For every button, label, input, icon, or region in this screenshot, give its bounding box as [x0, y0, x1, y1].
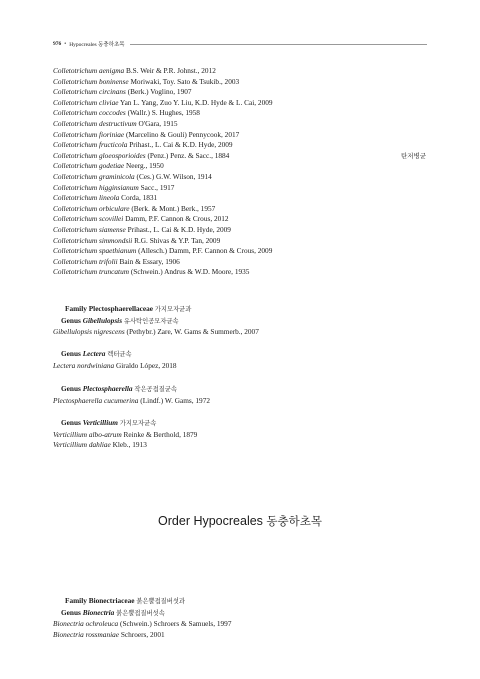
species-name: Colletotrichum higginsianum: [53, 182, 139, 192]
page-number: 976: [53, 41, 62, 47]
species-name: Plectosphaerella cucumerina: [53, 395, 139, 405]
species-name: Colletotrichum graminicola: [53, 171, 135, 181]
species-entry: [53, 77, 433, 88]
species-author: Prihast., L. Cai & K.D. Hyde, 2009: [129, 140, 233, 150]
species-author: Bain & Essary, 1906: [119, 256, 180, 266]
species-name: Colletotrichum truncatum: [53, 267, 130, 277]
species-entry: [53, 246, 433, 257]
family-bionectriaceae: [53, 596, 433, 640]
colletotrichum-species-list: [53, 66, 433, 278]
species-author: R.G. Shivas & Y.P. Tan, 2009: [134, 235, 221, 245]
species-entry: [53, 183, 433, 194]
species-name: Gibellulopsis nigrescens: [53, 327, 125, 337]
species-name: Colletotrichum cliviae: [53, 97, 119, 107]
species-author: (Berk.) Voglino, 1907: [127, 87, 192, 97]
species-author: (Pethybr.) Zare, W. Gams & Summerb., 2007: [126, 327, 259, 337]
species-name: Colletotrichum siamense: [53, 224, 126, 234]
species-name: Colletotrichum orbiculare: [53, 203, 130, 213]
species-entry: [53, 630, 433, 641]
genus-korean-name: 가지모자균속: [119, 420, 157, 427]
genus-heading: [53, 418, 433, 430]
species-entry: [53, 161, 433, 172]
genus-korean-name: 붉은뿔접질버섯속: [116, 609, 165, 617]
species-author: Schroers, 2001: [120, 629, 165, 639]
genus-label: Genus: [61, 607, 81, 617]
genus-heading: [53, 316, 433, 328]
genus-plectosphaerella-section: [53, 384, 433, 406]
species-name: Colletotrichum simmondsii: [53, 235, 133, 245]
species-common-name: 탄저병균: [401, 151, 427, 160]
species-author: Yan L. Yang, Zuo Y. Liu, K.D. Hyde & L. Cai, 2009: [120, 97, 273, 107]
species-author: Sacc., 1917: [140, 182, 175, 192]
species-author: Prihast., L. Cai & K.D. Hyde, 2009: [127, 224, 231, 234]
species-author: Corda, 1831: [121, 193, 158, 203]
genus-name: Verticillium: [82, 418, 118, 427]
family-label: Family Plectosphaerellaceae: [65, 304, 154, 313]
header-rule: [130, 44, 427, 45]
species-entry: [53, 98, 433, 109]
order-korean-name: 동충하초목: [266, 514, 322, 528]
family-korean-name: 붉은뿔접질버섯과: [136, 598, 185, 605]
family-heading: [53, 304, 433, 316]
family-korean-name: 가지모자균과: [154, 306, 192, 313]
species-name: Colletotrichum circinans: [53, 87, 126, 97]
species-entry: [53, 361, 433, 372]
species-entry: [53, 87, 433, 98]
species-name: Colletotrichum scovillei: [53, 214, 124, 224]
genus-heading: [53, 384, 433, 396]
species-entry: [53, 108, 433, 119]
genus-heading: [53, 349, 433, 361]
species-author: Giraldo López, 2018: [115, 360, 177, 370]
species-author: (Marcelino & Gouli) Pennycook, 2017: [125, 129, 240, 139]
species-author: (Schwein.) Andrus & W.D. Moore, 1935: [130, 267, 250, 277]
genus-name: Bionectria: [82, 607, 115, 617]
species-entry: [53, 225, 433, 236]
genus-name: Gibellulopsis: [82, 315, 123, 325]
running-header: [53, 40, 427, 48]
species-name: Colletotrichum gloeosporioides: [53, 150, 146, 160]
species-entry: [53, 66, 433, 77]
header-separator: •: [64, 41, 67, 47]
species-entry: [53, 193, 433, 204]
genus-korean-name: 작은공접질균속: [134, 386, 177, 393]
species-name: Colletotrichum fioriniae: [53, 129, 125, 139]
species-author: (Schwein.) Schroers & Samuels, 1997: [120, 619, 232, 629]
species-name: Lectera nordwiniana: [53, 360, 115, 370]
species-entry: [53, 327, 433, 338]
species-name: Bionectria ochroleuca: [53, 619, 119, 629]
species-name: Colletotrichum trifolii: [53, 256, 118, 266]
genus-heading: [53, 608, 433, 620]
species-entry: [53, 440, 433, 451]
species-entry: [53, 130, 433, 141]
genus-verticillium-section: [53, 418, 433, 451]
genus-label: Genus: [61, 349, 81, 358]
genus-label: Genus: [61, 418, 81, 427]
species-name: Colletotrichum lineola: [53, 193, 120, 203]
species-author: Reinke & Berthold, 1879: [123, 429, 198, 439]
species-author: B.S. Weir & P.R. Johnst., 2012: [125, 66, 216, 75]
species-entry: [53, 619, 433, 630]
species-author: Kleb., 1913: [112, 440, 147, 450]
species-entry: [53, 172, 433, 183]
species-name: Colletotrichum coccodes: [53, 108, 126, 118]
species-entry: [53, 204, 433, 215]
species-author: Neerg., 1950: [125, 161, 164, 171]
species-entry: [53, 119, 433, 130]
species-entry: [53, 430, 433, 441]
species-entry: [53, 267, 433, 278]
species-name: Colletotrichum aenigma: [53, 66, 125, 75]
genus-label: Genus: [61, 315, 81, 325]
species-name: Verticillium dahliae: [53, 440, 111, 450]
species-entry: [53, 236, 433, 247]
species-author: (Penz.) Penz. & Sacc., 1884: [147, 150, 230, 160]
genus-name: Lectera: [82, 349, 106, 358]
species-author: Damm, P.F. Cannon & Crous, 2012: [125, 214, 229, 224]
species-entry: [53, 140, 433, 151]
species-author: O'Gara, 1915: [138, 118, 178, 128]
species-author: (Wallr.) S. Hughes, 1958: [127, 108, 200, 118]
species-author: (Ces.) G.W. Wilson, 1914: [136, 171, 212, 181]
order-label: Order Hypocreales: [158, 514, 263, 528]
genus-label: Genus: [61, 384, 81, 393]
species-name: Colletotrichum godetiae: [53, 161, 125, 171]
species-entry: [53, 257, 433, 268]
family-label: Family Bionectriaceae: [65, 596, 135, 605]
species-name: Colletotrichum destructivum: [53, 118, 137, 128]
genus-lectera-section: [53, 349, 433, 371]
species-entry: [53, 214, 433, 225]
order-heading: [0, 513, 480, 529]
family-heading: [53, 596, 433, 608]
running-title: Hypocreales 동충하초목: [69, 42, 125, 48]
genus-korean-name: 유사탁인공모자균속: [123, 317, 179, 325]
species-name: Bionectria rossmaniae: [53, 629, 120, 639]
species-entry: [53, 396, 433, 407]
species-author: Moriwaki, Toy. Sato & Tsukib., 2003: [130, 76, 240, 86]
species-author: (Allesch.) Damm, P.F. Cannon & Crous, 2009: [138, 246, 273, 256]
genus-korean-name: 렉터균속: [107, 351, 132, 358]
species-name: Verticillium albo-atrum: [53, 429, 122, 439]
genus-name: Plectosphaerella: [82, 384, 133, 393]
species-name: Colletotrichum spaethianum: [53, 246, 137, 256]
species-name: Colletotrichum boninense: [53, 76, 129, 86]
species-author: (Berk. & Mont.) Berk., 1957: [131, 203, 216, 213]
species-name: Colletotrichum fructicola: [53, 140, 128, 150]
species-author: (Lindf.) W. Gams, 1972: [140, 395, 211, 405]
species-entry: [53, 151, 433, 162]
family-plectosphaerellaceae: [53, 304, 433, 338]
